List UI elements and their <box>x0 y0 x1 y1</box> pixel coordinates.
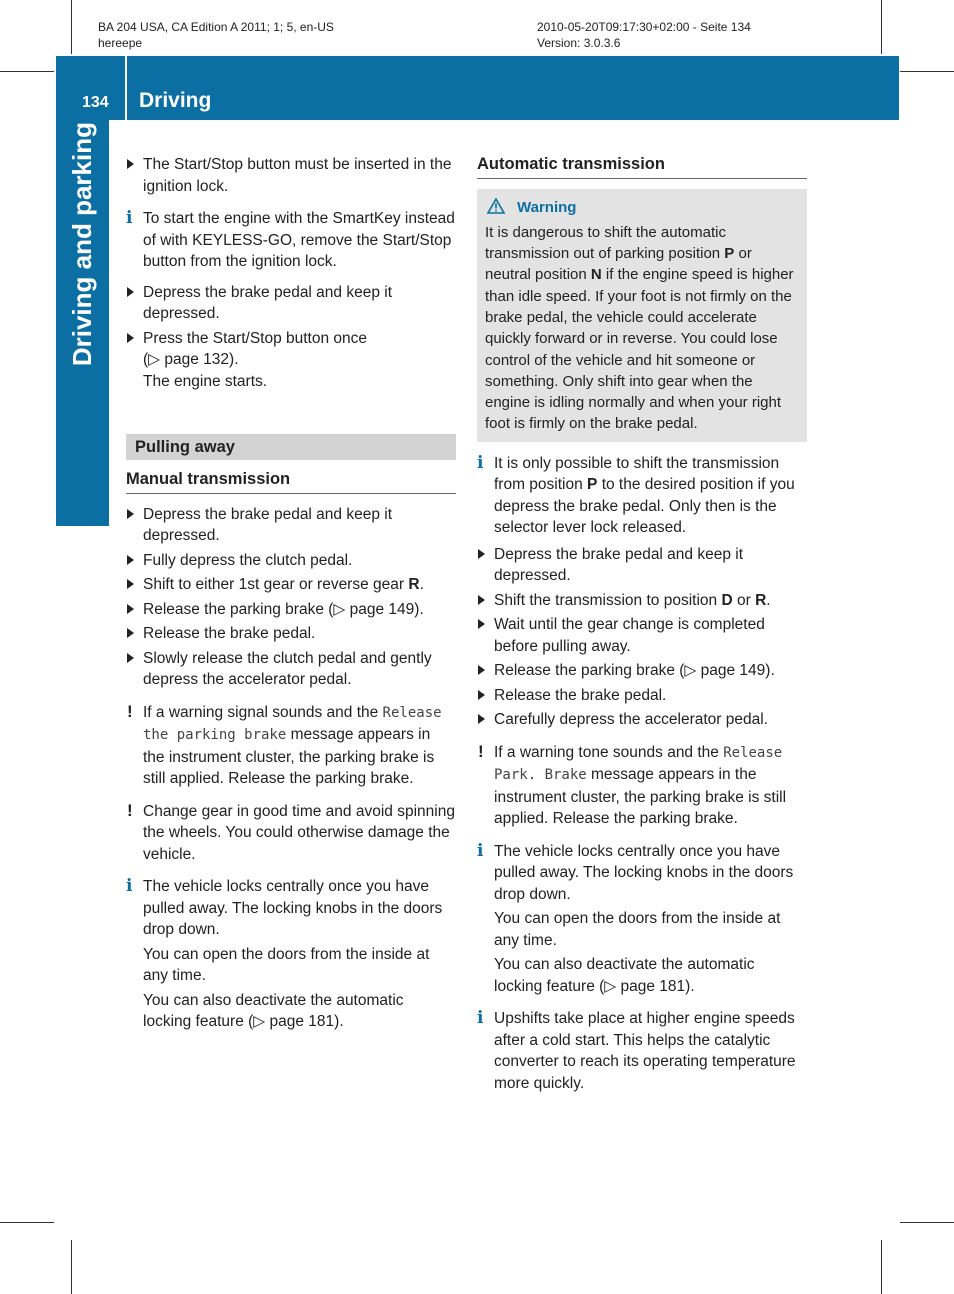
list-item: Carefully depress the accelerator pedal. <box>477 709 807 731</box>
crop-mark <box>71 0 72 54</box>
crop-mark <box>881 0 882 54</box>
bullet-arrow-icon <box>127 509 134 519</box>
info-icon: i <box>477 452 484 473</box>
warning-heading: Warning <box>485 197 799 218</box>
header-divider <box>125 56 127 120</box>
page-reference[interactable]: (▷ page 132). <box>143 351 239 368</box>
list-item: Wait until the gear change is completed before pulling away. <box>477 614 807 657</box>
subsection-heading: Manual transmission <box>126 469 456 494</box>
crop-mark <box>0 1222 54 1223</box>
list-item: The Start/Stop button must be inserted in the ignition lock. <box>126 154 456 197</box>
warning-box: Warning It is dangerous to shift the automatic transmission out of parking position P or neutral position N if the engine speed is higher than idle speed. If your foot is not firmly on the brake pedal, the vehicle could accelerate quickly forward or in reverse. You could lose control of the vehicle and hit someone or something. Only shift into gear when the engine is idling normally and when your right foot is firmly on the brake pedal. <box>477 189 807 442</box>
list-item: Fully depress the clutch pedal. <box>126 550 456 572</box>
print-meta-left <box>98 19 334 51</box>
display-message: Release Park. Brake <box>494 744 783 784</box>
info-note: i The vehicle locks centrally once you have pulled away. The locking knobs in the doors drop down. You can open the doors from the inside at any time. You can also deactivate the automatic locking feature (▷ page 181). <box>126 876 443 1030</box>
exclamation-icon: ! <box>478 741 484 761</box>
crop-mark <box>881 1240 882 1294</box>
list-item: Shift the transmission to position D or R. <box>477 590 807 612</box>
bullet-arrow-icon <box>478 595 485 605</box>
bullet-arrow-icon <box>478 690 485 700</box>
bullet-arrow-icon <box>127 653 134 663</box>
info-note: i Upshifts take place at higher engine speeds after a cold start. This helps the catalytic converter to reach its operating temperature more quickly. <box>477 1008 796 1092</box>
side-chapter-label: Driving and parking <box>67 122 97 367</box>
list-item: Shift to either 1st gear or reverse gear R. <box>126 574 456 596</box>
bullet-arrow-icon <box>127 287 134 297</box>
bullet-arrow-icon <box>127 333 134 343</box>
caution-note: ! If a warning tone sounds and the Release Park. Brake message appears in the instrument cluster, the parking brake is still applied. Release the parking brake. <box>478 741 787 828</box>
info-icon: i <box>477 1008 484 1029</box>
info-note: i The vehicle locks centrally once you have pulled away. The locking knobs in the doors drop down. You can open the doors from the inside at any time. You can also deactivate the automatic locking feature (▷ page 181). <box>477 840 794 995</box>
bullet-arrow-icon <box>127 604 134 614</box>
subsection-heading: Automatic transmission <box>477 154 807 179</box>
page-number: 134 <box>82 94 109 111</box>
meta-left-line2: hereepe <box>98 36 143 50</box>
list-item: Press the Start/Stop button once (▷ page 132). The engine starts. <box>126 328 456 393</box>
caution-note: ! Change gear in good time and avoid spinning the wheels. You could otherwise damage the vehicle. <box>127 800 455 863</box>
right-column <box>477 154 807 1097</box>
list-item: Release the parking brake (▷ page 149). <box>477 660 807 682</box>
list-item: Release the parking brake (▷ page 149). <box>126 599 456 621</box>
bullet-arrow-icon <box>478 549 485 559</box>
bullet-arrow-icon <box>127 159 134 169</box>
list-item: Release the brake pedal. <box>477 685 807 707</box>
info-icon: i <box>126 876 133 896</box>
exclamation-icon: ! <box>127 800 133 820</box>
bullet-arrow-icon <box>127 628 134 638</box>
bullet-arrow-icon <box>127 555 134 565</box>
list-item: Depress the brake pedal and keep it depressed. <box>477 544 807 587</box>
warning-triangle-icon <box>487 198 505 214</box>
bullet-arrow-icon <box>127 579 134 589</box>
meta-right-line2: Version: 3.0.3.6 <box>537 36 621 50</box>
crop-mark <box>900 1222 954 1223</box>
list-item: Release the brake pedal. <box>126 623 456 645</box>
info-icon: i <box>477 840 484 861</box>
info-icon: i <box>126 208 133 228</box>
section-banner: Pulling away <box>126 434 456 460</box>
side-chapter-tab <box>56 120 109 526</box>
display-message: Release the parking brake <box>143 704 442 743</box>
list-item: Depress the brake pedal and keep it depressed. <box>126 282 456 325</box>
page-title: Driving <box>139 89 212 112</box>
crop-mark <box>900 71 954 72</box>
list-item: Slowly release the clutch pedal and gently depress the accelerator pedal. <box>126 648 456 691</box>
list-item: Depress the brake pedal and keep it depressed. <box>126 504 456 547</box>
crop-mark <box>71 1240 72 1294</box>
crop-mark <box>0 71 54 72</box>
caution-note: ! If a warning signal sounds and the Release the parking brake message appears in the instrument cluster, the parking brake is still applied. Release the parking brake. <box>127 701 442 787</box>
bullet-arrow-icon <box>478 714 485 724</box>
bullet-arrow-icon <box>478 619 485 629</box>
meta-right-line1: 2010-05-20T09:17:30+02:00 - Seite 134 <box>537 20 751 34</box>
info-note: i It is only possible to shift the transmission from position P to the desired position if you depress the brake pedal. Only then is the selector lever lock released. <box>477 452 795 537</box>
print-meta-right <box>537 19 751 51</box>
exclamation-icon: ! <box>127 701 133 721</box>
meta-left-line1: BA 204 USA, CA Edition A 2011; 1; 5, en-US <box>98 20 334 34</box>
bullet-arrow-icon <box>478 665 485 675</box>
left-column <box>126 154 456 1036</box>
info-note: i To start the engine with the SmartKey instead of with KEYLESS-GO, remove the Start/Stop button from the ignition lock. <box>126 208 455 270</box>
